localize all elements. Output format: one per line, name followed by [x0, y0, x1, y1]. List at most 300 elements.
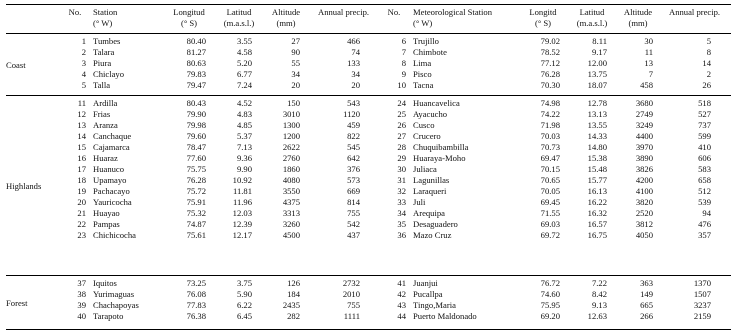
cell-precip-2: 1370	[693, 278, 711, 288]
cell-longitude: 75.61	[186, 230, 206, 240]
cell-longitude-2: 69.03	[540, 219, 560, 229]
table-row	[6, 197, 731, 208]
cell-met-station: Ayacucho	[413, 109, 448, 119]
cell-precip: 459	[347, 120, 360, 130]
header-station	[93, 7, 163, 29]
cell-no: 12	[77, 109, 86, 119]
cell-altitude: 3010	[282, 109, 300, 119]
cell-longitude-2: 70.05	[540, 186, 560, 196]
cell-precip: 437	[347, 230, 360, 240]
table-row	[6, 58, 731, 69]
cell-latitude-2: 16.32	[587, 208, 607, 218]
cell-no: 38	[77, 289, 86, 299]
cell-altitude: 3550	[282, 186, 300, 196]
cell-altitude-2: 363	[640, 278, 653, 288]
group-label: Coast	[6, 59, 26, 70]
cell-longitude: 75.91	[186, 197, 206, 207]
cell-latitude-2: 13.55	[587, 120, 607, 130]
cell-altitude: 4080	[282, 175, 300, 185]
header-annual-precip	[318, 7, 369, 18]
table-bottom-rule	[6, 329, 731, 330]
cell-altitude: 184	[287, 289, 300, 299]
cell-altitude-2: 30	[644, 36, 653, 46]
cell-altitude-2: 3812	[635, 219, 653, 229]
cell-met-station: Tacna	[413, 80, 434, 90]
table-row	[6, 153, 731, 164]
cell-latitude-2: 8.11	[592, 36, 607, 46]
cell-station: Piura	[93, 58, 112, 68]
cell-latitude: 11.96	[232, 197, 252, 207]
cell-no-2: 24	[397, 98, 406, 108]
cell-no: 11	[77, 98, 86, 108]
cell-altitude: 2435	[282, 300, 300, 310]
cell-altitude: 34	[291, 69, 300, 79]
cell-latitude: 6.22	[236, 300, 252, 310]
cell-precip-2: 518	[698, 98, 711, 108]
cell-longitude: 79.60	[186, 131, 206, 141]
group-rule-highlands	[6, 275, 731, 276]
group-rule-coast	[6, 95, 731, 96]
cell-station: Frias	[93, 109, 111, 119]
cell-latitude: 9.36	[236, 153, 252, 163]
cell-met-station: Pucallpa	[413, 289, 443, 299]
cell-altitude-2: 3820	[635, 197, 653, 207]
cell-latitude: 5.90	[236, 289, 252, 299]
cell-longitude: 79.47	[186, 80, 206, 90]
cell-met-station: Trujillo	[413, 36, 439, 46]
header-latitude-2-line2: (m.a.s.l.)	[576, 18, 608, 28]
cell-longitude: 76.38	[186, 311, 206, 321]
cell-precip-2: 583	[698, 164, 711, 174]
cell-latitude-2: 8.42	[591, 289, 607, 299]
cell-no-2: 28	[397, 142, 406, 152]
cell-precip-2: 658	[698, 175, 711, 185]
table-row	[6, 98, 731, 109]
cell-precip: 2010	[342, 289, 360, 299]
cell-longitude-2: 74.98	[540, 98, 560, 108]
cell-no-2: 34	[397, 208, 406, 218]
cell-precip: 1111	[343, 311, 360, 321]
cell-latitude: 6.45	[236, 311, 252, 321]
cell-longitude-2: 70.15	[540, 164, 560, 174]
cell-longitude: 76.08	[186, 289, 206, 299]
cell-met-station: Cusco	[413, 120, 435, 130]
cell-no-2: 7	[401, 47, 406, 57]
cell-latitude-2: 13.13	[587, 109, 607, 119]
cell-precip: 755	[347, 300, 360, 310]
group-coast	[6, 36, 731, 94]
cell-latitude: 11.81	[232, 186, 252, 196]
cell-altitude: 3260	[282, 219, 300, 229]
cell-latitude: 5.37	[236, 131, 252, 141]
cell-latitude-2: 15.77	[587, 175, 607, 185]
header-annual-precip-text: Annual precip.	[318, 7, 370, 17]
cell-precip: 543	[347, 98, 360, 108]
cell-precip: 814	[347, 197, 360, 207]
cell-no-2: 42	[397, 289, 406, 299]
cell-met-station: Arequipa	[413, 208, 445, 218]
cell-latitude-2: 9.17	[591, 47, 607, 57]
cell-no-2: 8	[401, 58, 406, 68]
table-row	[6, 47, 731, 58]
cell-no: 23	[77, 230, 86, 240]
cell-no: 5	[81, 80, 86, 90]
cell-station: Talara	[93, 47, 115, 57]
header-longitude-line2: (° S)	[180, 18, 198, 28]
cell-no: 2	[81, 47, 86, 57]
cell-met-station: Laraqueri	[413, 186, 447, 196]
cell-precip-2: 3237	[693, 300, 711, 310]
cell-precip: 669	[347, 186, 360, 196]
cell-station: Tarapoto	[93, 311, 124, 321]
cell-longitude: 78.47	[186, 142, 206, 152]
cell-station: Cajamarca	[93, 142, 130, 152]
cell-no-2: 9	[401, 69, 406, 79]
cell-precip-2: 2	[706, 69, 711, 79]
cell-latitude-2: 15.48	[587, 164, 607, 174]
header-longitude-2	[520, 7, 566, 29]
cell-no: 39	[77, 300, 86, 310]
cell-latitude-2: 12.00	[587, 58, 607, 68]
cell-no: 22	[77, 219, 86, 229]
cell-longitude-2: 78.52	[540, 47, 560, 57]
cell-longitude-2: 69.20	[540, 311, 560, 321]
cell-no-2: 10	[397, 80, 406, 90]
cell-station: Ardilla	[93, 98, 118, 108]
cell-altitude-2: 3680	[635, 98, 653, 108]
cell-latitude-2: 14.80	[587, 142, 607, 152]
cell-no: 15	[77, 142, 86, 152]
cell-longitude-2: 69.47	[540, 153, 560, 163]
cell-altitude-2: 4050	[635, 230, 653, 240]
table-row	[6, 186, 731, 197]
cell-longitude: 76.28	[186, 175, 206, 185]
header-altitude-line1: Altitude	[271, 7, 301, 17]
cell-latitude-2: 14.33	[587, 131, 607, 141]
cell-precip: 74	[351, 47, 360, 57]
cell-latitude: 3.75	[236, 278, 252, 288]
cell-precip-2: 5	[706, 36, 711, 46]
cell-station: Yauricocha	[93, 197, 132, 207]
table-row	[6, 80, 731, 91]
cell-station: Huayao	[93, 208, 120, 218]
cell-precip-2: 512	[698, 186, 711, 196]
cell-no: 4	[81, 69, 86, 79]
cell-no: 37	[77, 278, 86, 288]
cell-precip: 1120	[343, 109, 360, 119]
cell-altitude-2: 4100	[635, 186, 653, 196]
cell-precip-2: 1507	[693, 289, 711, 299]
cell-no-2: 43	[397, 300, 406, 310]
header-latitude-2-line1: Latitud	[579, 7, 605, 17]
cell-altitude: 2760	[282, 153, 300, 163]
cell-precip-2: 527	[698, 109, 711, 119]
cell-altitude-2: 266	[640, 311, 653, 321]
cell-altitude-2: 665	[640, 300, 653, 310]
cell-latitude-2: 12.63	[587, 311, 607, 321]
cell-latitude: 4.83	[236, 109, 252, 119]
table-row	[6, 230, 731, 241]
cell-no: 18	[77, 175, 86, 185]
cell-altitude-2: 7	[648, 69, 653, 79]
cell-met-station: Juliaca	[413, 164, 437, 174]
cell-altitude-2: 13	[644, 58, 653, 68]
cell-latitude-2: 16.22	[587, 197, 607, 207]
cell-longitude: 80.43	[186, 98, 206, 108]
cell-precip: 545	[347, 142, 360, 152]
table-row	[6, 120, 731, 131]
header-rule	[6, 33, 731, 34]
cell-no: 13	[77, 120, 86, 130]
cell-longitude: 77.60	[186, 153, 206, 163]
cell-altitude: 4375	[282, 197, 300, 207]
cell-no-2: 41	[397, 278, 406, 288]
cell-latitude-2: 16.75	[587, 230, 607, 240]
header-no-2-text: No.	[387, 7, 401, 17]
cell-precip: 2732	[342, 278, 360, 288]
cell-no: 17	[77, 164, 86, 174]
cell-precip: 376	[347, 164, 360, 174]
cell-altitude-2: 3890	[635, 153, 653, 163]
cell-station: Aranza	[93, 120, 118, 130]
cell-met-station: Juli	[413, 197, 426, 207]
cell-station: Chachapoyas	[93, 300, 139, 310]
cell-met-station: Lagunillas	[413, 175, 450, 185]
cell-met-station: Juanjui	[413, 278, 438, 288]
cell-station: Canchaque	[93, 131, 132, 141]
cell-altitude: 4500	[282, 230, 300, 240]
cell-longitude-2: 79.02	[540, 36, 560, 46]
group-label: Forest	[6, 297, 28, 308]
cell-latitude: 12.03	[232, 208, 252, 218]
cell-altitude: 55	[291, 58, 300, 68]
group-label: Highlands	[6, 180, 42, 191]
cell-altitude: 126	[287, 278, 300, 288]
cell-precip: 466	[347, 36, 360, 46]
cell-met-station: Tingo,Maria	[413, 300, 456, 310]
cell-latitude: 10.92	[232, 175, 252, 185]
cell-longitude-2: 70.30	[540, 80, 560, 90]
header-longitude-2-line1: Longitd	[529, 7, 557, 17]
table-row	[6, 109, 731, 120]
cell-no-2: 44	[397, 311, 406, 321]
cell-met-station: Desaguadero	[413, 219, 458, 229]
cell-station: Yurimaguas	[93, 289, 135, 299]
cell-met-station: Chimbote	[413, 47, 447, 57]
cell-precip-2: 476	[698, 219, 711, 229]
cell-longitude-2: 70.65	[540, 175, 560, 185]
cell-altitude: 282	[287, 311, 300, 321]
cell-station: Tumbes	[93, 36, 121, 46]
cell-longitude-2: 69.45	[540, 197, 560, 207]
table-row	[6, 311, 731, 322]
cell-met-station: Mazo Cruz	[413, 230, 452, 240]
cell-precip-2: 539	[698, 197, 711, 207]
cell-longitude: 75.32	[186, 208, 206, 218]
cell-latitude-2: 15.38	[587, 153, 607, 163]
cell-longitude-2: 76.72	[540, 278, 560, 288]
cell-precip-2: 357	[698, 230, 711, 240]
cell-altitude-2: 149	[640, 289, 653, 299]
cell-no-2: 35	[397, 219, 406, 229]
cell-no-2: 33	[397, 197, 406, 207]
table-row	[6, 69, 731, 80]
cell-altitude: 150	[287, 98, 300, 108]
cell-longitude: 80.40	[186, 36, 206, 46]
cell-met-station: Crucero	[413, 131, 441, 141]
header-annual-precip-2-text: Annual precip.	[669, 7, 721, 17]
cell-no: 21	[77, 208, 86, 218]
cell-met-station: Pisco	[413, 69, 432, 79]
cell-altitude: 1200	[282, 131, 300, 141]
cell-longitude-2: 75.95	[540, 300, 560, 310]
cell-met-station: Lima	[413, 58, 432, 68]
cell-latitude: 4.52	[236, 98, 252, 108]
header-no-text: No.	[68, 7, 82, 17]
header-station-line1: Station	[93, 7, 118, 17]
cell-altitude: 27	[291, 36, 300, 46]
table-row	[6, 289, 731, 300]
cell-no-2: 6	[401, 36, 406, 46]
cell-no: 40	[77, 311, 86, 321]
cell-altitude-2: 3249	[635, 120, 653, 130]
cell-longitude-2: 71.98	[540, 120, 560, 130]
table-row	[6, 175, 731, 186]
cell-precip-2: 8	[706, 47, 711, 57]
cell-longitude: 81.27	[186, 47, 206, 57]
cell-precip: 642	[347, 153, 360, 163]
cell-altitude: 20	[291, 80, 300, 90]
cell-met-station: Chuquibambilla	[413, 142, 469, 152]
cell-precip-2: 737	[698, 120, 711, 130]
cell-precip-2: 94	[702, 208, 711, 218]
cell-latitude: 7.13	[236, 142, 252, 152]
cell-latitude-2: 16.57	[587, 219, 607, 229]
cell-longitude-2: 77.12	[540, 58, 560, 68]
cell-altitude-2: 3826	[635, 164, 653, 174]
cell-altitude-2: 2520	[635, 208, 653, 218]
cell-longitude: 74.87	[186, 219, 206, 229]
table-top-rule	[6, 4, 731, 5]
header-altitude-2	[617, 7, 659, 29]
cell-longitude: 73.25	[186, 278, 206, 288]
cell-no-2: 32	[397, 186, 406, 196]
cell-longitude-2: 70.03	[540, 131, 560, 141]
cell-latitude: 5.20	[236, 58, 252, 68]
cell-altitude-2: 3970	[635, 142, 653, 152]
table-row	[6, 219, 731, 230]
cell-altitude: 90	[291, 47, 300, 57]
cell-longitude: 79.90	[186, 109, 206, 119]
header-latitude-line1: Latitud	[226, 7, 252, 17]
cell-precip-2: 2159	[693, 311, 711, 321]
header-longitude-2-line2: (° S)	[534, 18, 552, 28]
cell-longitude: 80.63	[186, 58, 206, 68]
cell-station: Huanuco	[93, 164, 125, 174]
cell-station: Pampas	[93, 219, 120, 229]
header-annual-precip-2	[669, 7, 720, 18]
cell-altitude: 1300	[282, 120, 300, 130]
cell-no: 1	[81, 36, 86, 46]
cell-altitude-2: 11	[644, 47, 653, 57]
table-row	[6, 142, 731, 153]
cell-latitude: 3.55	[236, 36, 252, 46]
cell-altitude-2: 4200	[635, 175, 653, 185]
cell-precip: 34	[351, 69, 360, 79]
cell-latitude: 4.85	[236, 120, 252, 130]
cell-precip-2: 606	[698, 153, 711, 163]
cell-station: Talla	[93, 80, 111, 90]
table-row	[6, 297, 731, 311]
cell-longitude: 75.72	[186, 186, 206, 196]
cell-longitude: 75.75	[186, 164, 206, 174]
cell-no: 19	[77, 186, 86, 196]
header-no-2	[382, 7, 406, 18]
cell-station: Chiclayo	[93, 69, 125, 79]
table-row	[6, 208, 731, 219]
cell-precip: 822	[347, 131, 360, 141]
cell-precip: 755	[347, 208, 360, 218]
cell-no: 3	[81, 58, 86, 68]
cell-latitude: 4.58	[236, 47, 252, 57]
cell-latitude-2: 18.07	[587, 80, 607, 90]
table-row	[6, 131, 731, 142]
cell-precip: 20	[351, 80, 360, 90]
cell-longitude-2: 69.72	[540, 230, 560, 240]
cell-precip-2: 599	[698, 131, 711, 141]
cell-latitude-2: 9.13	[591, 300, 607, 310]
cell-no-2: 29	[397, 153, 406, 163]
header-longitude-line1: Longitud	[173, 7, 205, 17]
cell-longitude-2: 76.28	[540, 69, 560, 79]
cell-latitude: 12.17	[232, 230, 252, 240]
cell-longitude: 79.98	[186, 120, 206, 130]
cell-no-2: 36	[397, 230, 406, 240]
cell-met-station: Puerto Maldonado	[413, 311, 477, 321]
cell-precip-2: 410	[698, 142, 711, 152]
table-row	[6, 164, 731, 175]
table-row	[6, 278, 731, 289]
header-altitude-2-line1: Altitude	[623, 7, 653, 17]
cell-no-2: 25	[397, 109, 406, 119]
cell-no: 16	[77, 153, 86, 163]
cell-no: 14	[77, 131, 86, 141]
cell-station: Huaraz	[93, 153, 118, 163]
cell-station: Pachacayo	[93, 186, 130, 196]
cell-longitude-2: 70.73	[540, 142, 560, 152]
group-forest	[6, 278, 731, 328]
cell-station: Iquitos	[93, 278, 117, 288]
cell-station: Chichicocha	[93, 230, 136, 240]
cell-altitude: 3313	[282, 208, 300, 218]
cell-no: 20	[77, 197, 86, 207]
header-altitude-2-line2: (mm)	[628, 18, 648, 28]
cell-precip: 133	[347, 58, 360, 68]
group-highlands	[6, 98, 731, 274]
cell-altitude-2: 4400	[635, 131, 653, 141]
cell-precip: 542	[347, 219, 360, 229]
cell-latitude-2: 13.75	[587, 69, 607, 79]
cell-altitude-2: 458	[640, 80, 653, 90]
header-latitude-2	[569, 7, 615, 29]
cell-met-station: Huaraya-Moho	[413, 153, 466, 163]
cell-longitude: 79.83	[186, 69, 206, 79]
header-met-station-line2: (° W)	[413, 18, 433, 28]
cell-longitude: 77.83	[186, 300, 206, 310]
cell-no-2: 31	[397, 175, 406, 185]
header-met-station-line1: Meteorological Station	[413, 7, 492, 17]
cell-met-station: Huancavelica	[413, 98, 460, 108]
